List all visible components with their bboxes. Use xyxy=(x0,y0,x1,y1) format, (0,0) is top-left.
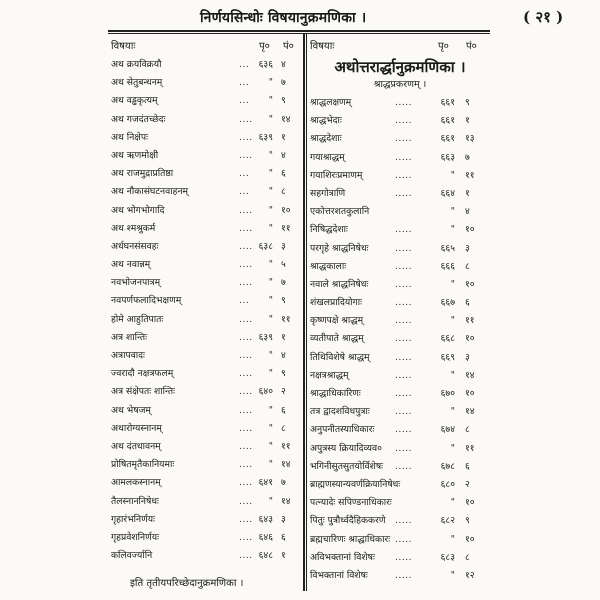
running-head xyxy=(0,4,600,30)
index-entry xyxy=(111,474,301,492)
right-column xyxy=(310,36,490,585)
index-entry xyxy=(310,440,490,458)
entry-page: " xyxy=(268,495,273,507)
page-header: पृ० xyxy=(259,41,270,52)
entry-line: ८ xyxy=(465,551,470,563)
entry-leader-dots: ..... xyxy=(395,533,413,545)
entry-leader-dots: ..... xyxy=(395,224,413,236)
entry-leader-dots: .... xyxy=(239,404,253,416)
index-entry xyxy=(111,92,301,110)
entry-page: ६३९ xyxy=(258,131,273,143)
entry-page: " xyxy=(268,277,273,289)
entry-page: " xyxy=(268,295,273,307)
entry-label: श्राद्धलक्षणम् xyxy=(310,97,352,108)
index-entry xyxy=(310,130,490,148)
index-entry xyxy=(310,349,490,367)
entry-leader-dots: .... xyxy=(239,513,253,525)
index-entry xyxy=(111,129,301,147)
entry-leader-dots: ..... xyxy=(395,278,413,290)
entry-leader-dots: ..... xyxy=(395,115,413,127)
entry-label: तैलस्नाननिषेधः xyxy=(111,495,159,507)
entry-leader-dots: ..... xyxy=(395,351,413,363)
left-footer-note: इति तृतीयपरिच्छेदानुक्रमणिका । xyxy=(130,578,244,589)
entry-line: ९ xyxy=(281,368,286,380)
page-title: निर्णयसिन्धोः विषयानुक्रमणिका । xyxy=(200,10,367,26)
entry-line: ९ xyxy=(465,97,470,108)
entry-label: पितुः पुत्रौर्ध्वदैहिककरणे xyxy=(310,515,386,527)
entry-leader-dots: ..... xyxy=(395,187,413,199)
index-entry xyxy=(310,458,490,476)
entry-page: " xyxy=(268,186,273,198)
entry-label: नवभोजनपात्रम् xyxy=(111,277,161,289)
entry-leader-dots: ... xyxy=(239,168,250,180)
entry-page: ६६९ xyxy=(440,351,455,363)
entry-page: ६६४ xyxy=(440,187,455,199)
entry-line: १४ xyxy=(465,369,475,381)
entry-label: गृहारंभनिर्णयः xyxy=(111,513,155,525)
index-entry xyxy=(310,94,490,112)
index-entry xyxy=(310,330,490,348)
entry-label: अथ भेषजम् xyxy=(111,404,151,416)
entry-label: अथ सेतुबन्धनम् xyxy=(111,77,163,89)
entry-leader-dots: .... xyxy=(239,350,253,361)
index-entry xyxy=(310,221,490,239)
entry-line: ६ xyxy=(465,460,470,472)
index-entry xyxy=(111,547,301,565)
index-entry xyxy=(310,203,490,221)
index-entry xyxy=(111,329,301,347)
entry-page: ६४१ xyxy=(258,477,273,489)
entry-page: " xyxy=(268,168,273,180)
entry-page: " xyxy=(450,206,455,218)
index-entry xyxy=(111,183,301,201)
entry-label: आमलकस्नानम् xyxy=(111,477,161,489)
entry-label: अथ श्मश्रुकर्म xyxy=(111,222,156,234)
entry-page: ६४८ xyxy=(258,550,273,562)
entry-line: ६ xyxy=(281,531,286,543)
entry-line: ८ xyxy=(465,260,470,272)
entry-line: ३ xyxy=(281,240,286,252)
entry-line: ५ xyxy=(281,259,286,271)
entry-leader-dots: ... xyxy=(239,77,250,89)
entry-line: ९ xyxy=(281,295,286,307)
index-entry xyxy=(111,256,301,274)
entry-page: ६६१ xyxy=(440,133,455,145)
entry-page: ६८२ xyxy=(440,515,455,527)
index-entry xyxy=(111,402,301,420)
entry-page: " xyxy=(268,113,273,125)
entry-leader-dots: .... xyxy=(239,113,253,125)
entry-line: १० xyxy=(465,278,475,290)
index-entry xyxy=(111,456,301,474)
entry-label: कलिवर्ज्यानि xyxy=(111,550,153,562)
column-divider-inner xyxy=(306,33,307,591)
index-entry xyxy=(310,385,490,403)
entry-line: १ xyxy=(465,115,470,127)
index-entry xyxy=(111,165,301,183)
index-entry xyxy=(111,420,301,438)
entry-line: ८ xyxy=(281,186,286,198)
index-entry xyxy=(111,493,301,511)
entry-label: सहगोत्राणि xyxy=(310,187,346,199)
index-entry xyxy=(111,74,301,92)
entry-line: २ xyxy=(465,478,470,490)
entry-line: ३ xyxy=(465,351,470,363)
entry-line: ३ xyxy=(281,513,286,525)
index-entry xyxy=(310,403,490,421)
index-entry xyxy=(111,238,301,256)
entry-label: विभक्तानां विशेषः xyxy=(310,569,368,581)
entry-line: १ xyxy=(281,550,286,562)
entry-leader-dots: ..... xyxy=(395,242,413,254)
entry-page: " xyxy=(268,222,273,234)
entry-label: अथ नवान्नम् xyxy=(111,259,151,271)
index-entry xyxy=(111,529,301,547)
entry-leader-dots: .... xyxy=(239,550,253,562)
index-entry xyxy=(111,365,301,383)
entry-label: गृहप्रवेशनिर्णयः xyxy=(111,531,159,543)
entry-page: " xyxy=(268,77,273,89)
entry-leader-dots: .... xyxy=(239,459,253,471)
entry-leader-dots: ... xyxy=(239,186,250,198)
entry-leader-dots: ..... xyxy=(395,97,413,108)
entry-page: ६३९ xyxy=(258,331,273,343)
entry-label: अथ भोगभोगादि xyxy=(111,204,165,216)
entry-page: ६३६ xyxy=(258,59,273,70)
entry-line: १ xyxy=(281,331,286,343)
entry-label: अत्र शान्तिः xyxy=(111,331,147,343)
entry-page: ६८० xyxy=(440,478,455,490)
index-entry xyxy=(111,511,301,529)
entry-page: " xyxy=(450,224,455,236)
entry-page: ६६७ xyxy=(440,297,455,309)
entry-line: ४ xyxy=(281,149,286,161)
entry-leader-dots: ..... xyxy=(395,460,413,472)
index-entry xyxy=(310,367,490,385)
entry-leader-dots: .... xyxy=(239,240,253,252)
entry-line: १४ xyxy=(281,113,291,125)
entry-label: अथ दंतधावनम् xyxy=(111,440,161,452)
entry-line: १४ xyxy=(465,406,475,418)
entry-page: " xyxy=(450,406,455,418)
entry-page: " xyxy=(268,459,273,471)
entry-leader-dots: .... xyxy=(239,386,253,398)
entry-leader-dots: .... xyxy=(239,495,253,507)
entry-leader-dots: ..... xyxy=(395,297,413,309)
entry-label: अथ वड्ढकृत्यम् xyxy=(111,95,158,107)
index-entry xyxy=(310,185,490,203)
entry-leader-dots: ..... xyxy=(395,315,413,327)
entry-leader-dots: .... xyxy=(239,422,253,434)
entry-leader-dots: ..... xyxy=(395,406,413,418)
line-header: पं० xyxy=(283,41,294,52)
entry-page: " xyxy=(268,404,273,416)
entry-page: " xyxy=(268,259,273,271)
index-entry xyxy=(111,311,301,329)
entry-line: ६ xyxy=(281,404,286,416)
entry-line: ११ xyxy=(281,222,291,234)
entry-label: नवाले श्राद्धनिषेधः xyxy=(310,278,369,290)
right-column-header xyxy=(310,36,490,56)
entry-page: ६८३ xyxy=(440,551,455,563)
index-entry xyxy=(310,476,490,494)
entry-label: अनुपनीतस्याधिकारः xyxy=(310,424,375,436)
entry-leader-dots: .... xyxy=(239,477,253,489)
entry-leader-dots: ..... xyxy=(395,388,413,399)
top-rule xyxy=(108,30,490,32)
entry-line: ३ xyxy=(465,242,470,254)
index-entry xyxy=(111,383,301,401)
entry-label: शंखलप्रादियोगाः xyxy=(310,297,362,309)
index-entry xyxy=(310,276,490,294)
entry-line: ११ xyxy=(465,442,475,454)
entry-line: ६ xyxy=(281,168,286,180)
entry-line: ११ xyxy=(281,440,291,452)
entry-label: श्राद्धकालाः xyxy=(310,260,347,272)
subject-header: विषयाः xyxy=(310,41,335,52)
index-entry xyxy=(310,167,490,185)
entry-label: एकोत्तरशतकुलानि xyxy=(310,206,370,218)
entry-leader-dots: ..... xyxy=(395,151,413,163)
entry-page: ६७४ xyxy=(440,424,455,436)
index-entry xyxy=(310,312,490,330)
entry-line: १ xyxy=(281,131,286,143)
entry-line: १० xyxy=(465,497,475,509)
entry-label: निषिद्धदेशाः xyxy=(310,224,348,236)
entry-leader-dots: ..... xyxy=(395,569,413,581)
entry-page: " xyxy=(450,169,455,181)
page-header: पृ० xyxy=(438,41,449,52)
entry-leader-dots: .... xyxy=(239,331,253,343)
entry-leader-dots: .... xyxy=(239,222,253,234)
entry-label: अथारोग्यस्नानम् xyxy=(111,422,162,434)
entry-page: " xyxy=(268,368,273,380)
entry-line: १० xyxy=(465,224,475,236)
entry-label: ब्रह्मचारिणः श्राद्धाधिकारः xyxy=(310,533,391,545)
entry-leader-dots: ... xyxy=(239,95,250,107)
entry-label: कृष्णपक्षे श्राद्धम् xyxy=(310,315,364,327)
entry-page: " xyxy=(268,440,273,452)
entry-leader-dots: ..... xyxy=(395,515,413,527)
entry-label: श्राद्धभेदाः xyxy=(310,115,342,127)
entry-label: भगिनीसुतसुतयोर्विशेषः xyxy=(310,460,383,472)
entry-leader-dots: ... xyxy=(239,59,250,70)
entry-line: ७ xyxy=(281,477,286,489)
entry-leader-dots: .... xyxy=(239,204,253,216)
entry-line: १० xyxy=(465,533,475,545)
entry-line: ११ xyxy=(465,315,475,327)
index-entry xyxy=(111,111,301,129)
entry-label: अविभक्तानां विशेषः xyxy=(310,551,375,563)
left-column xyxy=(111,36,301,565)
entry-page: " xyxy=(450,315,455,327)
left-entry-list xyxy=(111,56,301,565)
entry-label: ब्राह्मणस्यान्यवर्णक्रियानिषेधः xyxy=(310,478,401,490)
entry-page: ६६५ xyxy=(440,242,455,254)
right-entry-list xyxy=(310,94,490,585)
entry-page: ६६१ xyxy=(440,97,455,108)
entry-line: ११ xyxy=(281,313,291,325)
entry-line: १३ xyxy=(465,133,475,145)
entry-leader-dots: .... xyxy=(239,131,253,143)
index-entry xyxy=(111,147,301,165)
entry-page: " xyxy=(450,497,455,509)
entry-label: अथ नौकासंघटनवाहनम् xyxy=(111,186,189,198)
column-divider xyxy=(303,33,305,591)
entry-leader-dots: .... xyxy=(239,531,253,543)
section-title: अथोत्तरार्द्धानुक्रमणिका । xyxy=(334,58,466,76)
entry-line: ९ xyxy=(281,95,286,107)
entry-label: अपुत्रस्य क्रियादिव्यव० xyxy=(310,442,382,454)
entry-line: १० xyxy=(465,388,475,399)
entry-page: ६७० xyxy=(440,388,455,399)
index-entry xyxy=(310,294,490,312)
entry-label: गयाश्राद्धम् xyxy=(310,151,345,163)
entry-label: परगृहे श्राद्धनिषेधः xyxy=(310,242,369,254)
entry-page: " xyxy=(268,95,273,107)
entry-line: ७ xyxy=(281,77,286,89)
entry-line: १ xyxy=(465,187,470,199)
entry-label: होमे आहुतिपातः xyxy=(111,313,164,325)
entry-label: अर्धघनसंसवहः xyxy=(111,240,159,252)
entry-page: ६४३ xyxy=(258,513,273,525)
entry-line: ४ xyxy=(281,350,286,361)
entry-label: नक्षत्रश्राद्धम् xyxy=(310,369,349,381)
left-column-header xyxy=(111,36,301,56)
entry-page: " xyxy=(268,422,273,434)
entry-page: " xyxy=(450,442,455,454)
entry-label: गयाशिरःप्रमाणम् xyxy=(310,169,363,181)
entry-page: ६६१ xyxy=(440,115,455,127)
entry-page: ६६३ xyxy=(440,151,455,163)
entry-label: अथ क्रयविक्रयौ xyxy=(111,59,162,70)
entry-label: ज्वरादौ नक्षत्रफलम् xyxy=(111,368,174,380)
entry-page: ६७८ xyxy=(440,460,455,472)
entry-page: " xyxy=(450,569,455,581)
entry-page: ६६८ xyxy=(440,333,455,345)
index-entry xyxy=(310,549,490,567)
entry-page: " xyxy=(268,313,273,325)
entry-label: श्राद्धदेशाः xyxy=(310,133,342,145)
entry-page: ६३८ xyxy=(258,240,273,252)
entry-label: अत्र संक्षेपतः शान्तिः xyxy=(111,386,175,398)
entry-label: पत्न्यादेः सपिण्डनाधिकारः xyxy=(310,497,392,509)
entry-page: " xyxy=(268,204,273,216)
entry-line: ८ xyxy=(465,424,470,436)
entry-leader-dots: .... xyxy=(239,368,253,380)
index-entry xyxy=(310,240,490,258)
entry-leader-dots: .... xyxy=(239,313,253,325)
index-entry xyxy=(310,531,490,549)
entry-leader-dots: .... xyxy=(239,259,253,271)
section-subtitle: श्राद्धप्रकरणम् । xyxy=(373,79,427,90)
entry-line: १४ xyxy=(281,459,291,471)
subject-header: विषयाः xyxy=(111,41,136,52)
entry-page: ६४० xyxy=(258,386,273,398)
entry-leader-dots: ..... xyxy=(395,169,413,181)
entry-label: अथ निक्षेपः xyxy=(111,131,148,143)
index-entry xyxy=(111,292,301,310)
index-entry xyxy=(111,56,301,74)
entry-leader-dots: .... xyxy=(239,440,253,452)
index-entry xyxy=(310,149,490,167)
entry-page: ६६६ xyxy=(440,260,455,272)
entry-leader-dots: ..... xyxy=(395,333,413,345)
entry-label: अथ ऋणमोक्षी xyxy=(111,149,159,161)
index-entry xyxy=(111,202,301,220)
entry-line: ७ xyxy=(465,151,470,163)
index-entry xyxy=(111,220,301,238)
entry-label: तिथिविशेषे श्राद्धम् xyxy=(310,351,370,363)
entry-line: ७ xyxy=(281,277,286,289)
entry-line: १० xyxy=(281,204,291,216)
entry-label: अत्रापवादः xyxy=(111,350,145,361)
entry-line: ४ xyxy=(465,206,470,218)
entry-page: " xyxy=(450,533,455,545)
entry-leader-dots: ..... xyxy=(395,442,413,454)
index-entry xyxy=(111,438,301,456)
entry-label: अथ राजमुद्राप्रतिष्ठा xyxy=(111,168,174,180)
entry-line: ६ xyxy=(465,297,470,309)
index-entry xyxy=(111,274,301,292)
top-rule-inner xyxy=(108,33,490,34)
entry-line: ८ xyxy=(281,422,286,434)
index-entry xyxy=(310,112,490,130)
entry-page: ६४६ xyxy=(258,531,273,543)
entry-page: " xyxy=(268,149,273,161)
entry-page: " xyxy=(450,278,455,290)
entry-label: व्यतीपाते श्राद्धम् xyxy=(310,333,364,345)
line-header: पं० xyxy=(466,41,477,52)
entry-label: नवपर्णफलादिभक्षणम् xyxy=(111,295,182,307)
page-number: ( २१ ) xyxy=(523,8,564,26)
index-entry xyxy=(310,494,490,512)
entry-label: श्राद्धाधिकारिणः xyxy=(310,388,361,399)
entry-line: ९ xyxy=(465,515,470,527)
entry-leader-dots: ..... xyxy=(395,424,413,436)
entry-line: १० xyxy=(465,333,475,345)
entry-line: ४ xyxy=(281,59,286,70)
entry-leader-dots: ..... xyxy=(395,133,413,145)
entry-label: तत्र द्वादशविधपुत्राः xyxy=(310,406,370,418)
index-entry xyxy=(310,421,490,439)
entry-leader-dots: ..... xyxy=(395,551,413,563)
entry-leader-dots: ..... xyxy=(395,369,413,381)
entry-line: २ xyxy=(281,386,286,398)
entry-line: १४ xyxy=(281,495,291,507)
index-entry xyxy=(310,512,490,530)
entry-leader-dots: ... xyxy=(239,295,250,307)
entry-line: १२ xyxy=(465,569,475,581)
entry-line: ११ xyxy=(465,169,475,181)
entry-leader-dots: ..... xyxy=(395,260,413,272)
entry-leader-dots: .... xyxy=(239,277,253,289)
entry-page: " xyxy=(450,369,455,381)
index-entry xyxy=(111,347,301,365)
index-entry xyxy=(310,567,490,585)
index-entry xyxy=(310,258,490,276)
entry-page: " xyxy=(268,350,273,361)
entry-leader-dots: .... xyxy=(239,149,253,161)
entry-label: प्रोषितमृतैकानियमाः xyxy=(111,459,175,471)
entry-label: अथ गजदंतच्छेदः xyxy=(111,113,166,125)
